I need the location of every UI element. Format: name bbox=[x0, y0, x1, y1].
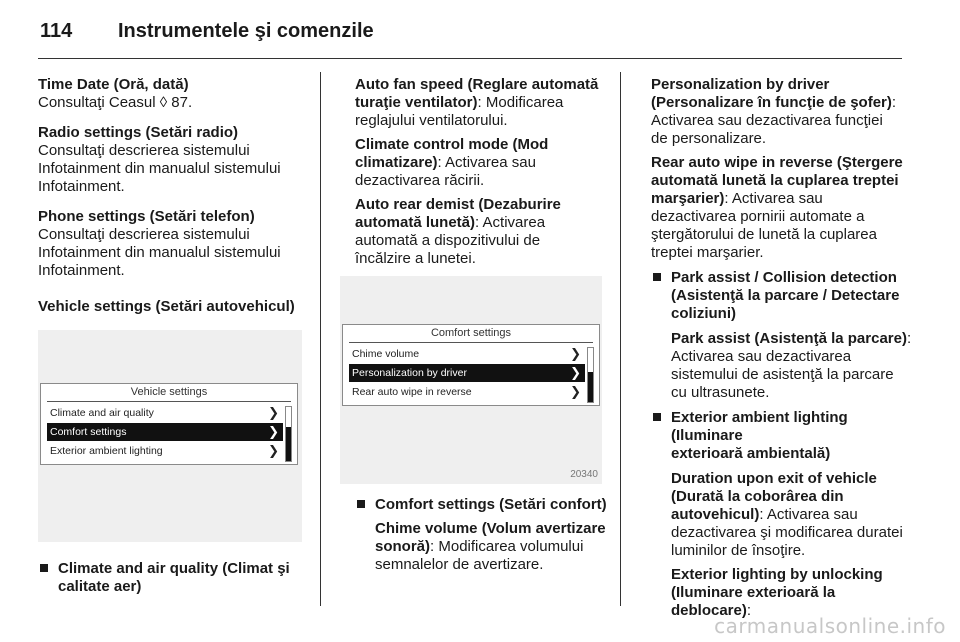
exterior-bullet-line-2: exterioară ambientală) bbox=[671, 445, 831, 462]
radio-settings-text-3: Infotainment. bbox=[38, 178, 125, 195]
column-divider-2 bbox=[620, 72, 621, 606]
rear-wipe-text-3: treptei marşarier. bbox=[651, 244, 764, 261]
chime-text-2: semnalelor de avertizare. bbox=[375, 556, 544, 573]
chime-heading-2: sonoră) bbox=[375, 538, 431, 555]
rear-demist-text-1: : Activarea bbox=[475, 214, 546, 231]
menu-item-label: Exterior ambient lighting bbox=[50, 445, 163, 457]
phone-settings-text-1: Consultaţi descrierea sistemului bbox=[38, 226, 250, 243]
chime-heading-1: Chime volume (Volum avertizare bbox=[375, 520, 606, 537]
rear-wipe-heading-3: marşarier) bbox=[651, 190, 725, 207]
unlock-lighting-colon: : bbox=[746, 602, 752, 619]
rear-wipe-heading-1: Rear auto wipe in reverse (Ştergere bbox=[651, 154, 903, 171]
unlock-lighting-heading-2: (Iluminare exterioară la deblocare) bbox=[671, 584, 836, 619]
duration-heading-2: (Durată la coborârea din bbox=[671, 488, 844, 505]
park-bullet-line-3: coliziuni) bbox=[671, 305, 736, 322]
personalization-heading-1: Personalization by driver bbox=[651, 76, 830, 93]
fan-speed-heading-2: turaţie ventilator) bbox=[355, 94, 478, 111]
bullet-square-icon bbox=[653, 413, 661, 421]
chevron-right-icon: ❯ bbox=[570, 346, 581, 361]
vehicle-settings-heading: Vehicle settings (Setări autovehicul) bbox=[38, 298, 295, 315]
fan-speed-heading-1: Auto fan speed (Reglare automată bbox=[355, 76, 599, 93]
column-1 bbox=[38, 76, 306, 316]
column-divider-1 bbox=[320, 72, 321, 606]
fan-speed-text-2: reglajului ventilatorului. bbox=[355, 112, 508, 129]
climate-mode-heading-2: climatizare) bbox=[355, 154, 438, 171]
climate-bullet bbox=[38, 560, 306, 596]
rear-wipe-text-1: dezactivarea pornirii automate a bbox=[651, 208, 865, 225]
climate-mode-text-1: : Activarea sau bbox=[437, 154, 536, 171]
comfort-bullet-title: Comfort settings (Setări confort) bbox=[375, 496, 607, 513]
menu-item-label: Personalization by driver bbox=[352, 367, 467, 379]
duration-text-2: luminilor de însoţire. bbox=[671, 542, 806, 559]
comfort-bullet bbox=[355, 496, 610, 574]
radio-settings-heading: Radio settings (Setări radio) bbox=[38, 124, 239, 141]
park-bullet-line-2: (Asistenţă la parcare / Detectare bbox=[671, 287, 900, 304]
chevron-right-icon: ❯ bbox=[268, 405, 279, 420]
time-date-text: Consultaţi Ceasul ◊ 87. bbox=[38, 94, 193, 111]
rear-demist-text-3: încălzire a lunetei. bbox=[355, 250, 476, 267]
rear-wipe-heading-2: automată lunetă la cuplarea treptei bbox=[651, 172, 899, 189]
phone-settings-text-3: Infotainment. bbox=[38, 262, 125, 279]
menu-item-rear-wipe[interactable] bbox=[349, 383, 585, 401]
vehicle-settings-screen bbox=[40, 383, 298, 465]
figure-code: 20340 bbox=[570, 469, 598, 480]
watermark: carmanualsonline.info bbox=[714, 614, 946, 638]
menu-item-comfort[interactable] bbox=[47, 423, 283, 441]
personalization-heading-2: (Personalizare în funcţie de şofer) bbox=[651, 94, 892, 111]
personalization-text-2: de personalizare. bbox=[651, 130, 767, 147]
duration-text-1: dezactivarea şi modificarea duratei bbox=[671, 524, 903, 541]
screen-title: Comfort settings bbox=[430, 327, 512, 339]
climate-bullet-line-1: Climate and air quality (Climat şi bbox=[58, 560, 290, 577]
scrollbar[interactable] bbox=[285, 406, 292, 462]
park-assist-heading: Park assist (Asistenţă la parcare) bbox=[671, 330, 907, 347]
personalization-colon: : bbox=[891, 94, 897, 111]
scrollbar[interactable] bbox=[587, 347, 594, 403]
menu-item-label: Chime volume bbox=[352, 348, 420, 360]
rear-demist-heading-1: Auto rear demist (Dezaburire bbox=[355, 196, 561, 213]
chevron-right-icon: ❯ bbox=[570, 365, 581, 380]
park-assist-text-2: sistemului de asistenţă la parcare bbox=[671, 366, 894, 383]
bullet-square-icon bbox=[653, 273, 661, 281]
page-number: 114 bbox=[40, 20, 73, 42]
park-assist-text-1: Activarea sau dezactivarea bbox=[671, 348, 852, 365]
radio-settings-text-2: Infotainment din manualul sistemului bbox=[38, 160, 281, 177]
duration-heading-1: Duration upon exit of vehicle bbox=[671, 470, 877, 487]
menu-item-climate[interactable] bbox=[47, 404, 283, 422]
rear-wipe-text-0: : Activarea sau bbox=[724, 190, 823, 207]
chevron-right-icon: ❯ bbox=[268, 443, 279, 458]
rear-demist-heading-2: automată lunetă) bbox=[355, 214, 476, 231]
time-date-heading: Time Date (Oră, dată) bbox=[38, 76, 189, 93]
climate-mode-heading-1: Climate control mode (Mod bbox=[355, 136, 549, 153]
screen-title: Vehicle settings bbox=[130, 386, 208, 398]
unlock-lighting-heading-1: Exterior lighting by unlocking bbox=[671, 566, 883, 583]
chevron-right-icon: ❯ bbox=[268, 424, 279, 439]
page-header bbox=[38, 18, 902, 59]
radio-settings-text-1: Consultaţi descrierea sistemului bbox=[38, 142, 250, 159]
phone-settings-text-2: Infotainment din manualul sistemului bbox=[38, 244, 281, 261]
rear-wipe-text-2: ştergătorului de lunetă la cuplarea bbox=[651, 226, 877, 243]
phone-settings-heading: Phone settings (Setări telefon) bbox=[38, 208, 255, 225]
menu-item-personalization[interactable] bbox=[349, 364, 585, 382]
column-3 bbox=[651, 76, 913, 620]
park-bullet-line-1: Park assist / Collision detection bbox=[671, 269, 897, 286]
scrollbar-thumb[interactable] bbox=[286, 427, 291, 461]
menu-item-label: Comfort settings bbox=[50, 426, 127, 438]
bullet-square-icon bbox=[357, 500, 365, 508]
column-2 bbox=[355, 76, 605, 268]
park-assist-text-3: cu ultrasunete. bbox=[671, 384, 770, 401]
bullet-square-icon bbox=[40, 564, 48, 572]
climate-mode-text-2: dezactivarea răcirii. bbox=[355, 172, 485, 189]
climate-bullet-line-2: calitate aer) bbox=[58, 578, 142, 595]
scrollbar-thumb[interactable] bbox=[588, 372, 593, 402]
park-assist-colon: : bbox=[906, 330, 912, 347]
duration-text-0: : Activarea sau bbox=[759, 506, 858, 523]
menu-item-label: Climate and air quality bbox=[50, 407, 154, 419]
page-title: Instrumentele şi comenzile bbox=[118, 20, 374, 42]
rear-demist-text-2: automată a dispozitivului de bbox=[355, 232, 541, 249]
personalization-text-1: Activarea sau dezactivarea funcţiei bbox=[651, 112, 883, 129]
chime-text-1: : Modificarea volumului bbox=[430, 538, 584, 555]
menu-item-label: Rear auto wipe in reverse bbox=[352, 386, 472, 398]
menu-item-exterior-lighting[interactable] bbox=[47, 442, 283, 460]
comfort-settings-screen bbox=[342, 324, 600, 406]
exterior-bullet-line-1: Exterior ambient lighting (Iluminare bbox=[671, 409, 848, 444]
fan-speed-text-1: : Modificarea bbox=[477, 94, 564, 111]
menu-item-chime-volume[interactable] bbox=[349, 345, 585, 363]
vehicle-settings-figure bbox=[38, 330, 302, 542]
comfort-settings-figure bbox=[340, 276, 602, 484]
duration-heading-3: autovehicul) bbox=[671, 506, 760, 523]
chevron-right-icon: ❯ bbox=[570, 384, 581, 399]
